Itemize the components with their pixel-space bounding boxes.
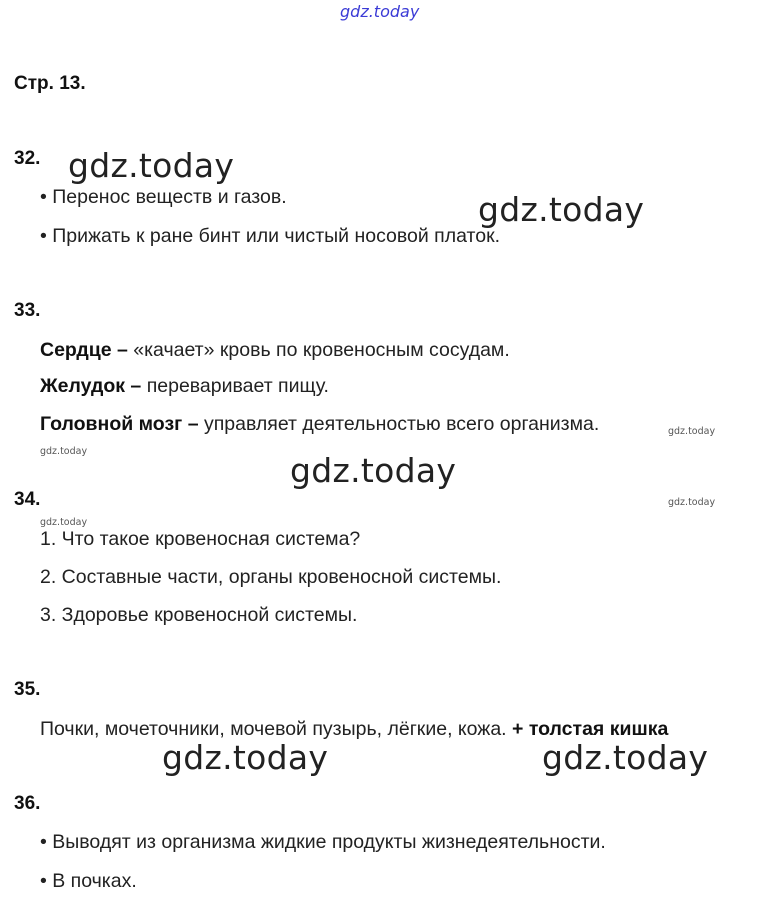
task-32-line-2: • Прижать к ране бинт или чистый носовой платок. [40,225,501,247]
task-33-term-1: Сердце – [40,339,128,361]
watermark-small: gdz.today [40,517,88,528]
watermark-large: gdz.today [478,190,645,229]
task-36-number: 36. [14,793,41,814]
watermark-small: gdz.today [668,426,716,437]
task-34-line-1: 1. Что такое кровеносная система? [40,528,361,550]
task-36-line-1: • Выводят из организма жидкие продукты жизнедеятельности. [40,831,606,853]
task-34-number: 34. [14,489,41,510]
task-35-number: 35. [14,679,41,700]
task-36-line-2: • В почках. [40,870,137,892]
task-33-item-3 [40,413,599,436]
task-33-item-1 [40,339,510,362]
watermark-small: gdz.today [40,446,88,457]
task-33-text-1: «качает» кровь по кровеносным сосудам. [127,339,510,361]
task-34-line-2: 2. Составные части, органы кровеносной системы. [40,566,502,588]
task-32-number: 32. [14,148,41,169]
task-33-term-2: Желудок – [40,375,142,397]
page-heading: Стр. 13. [14,73,86,94]
watermark-large: gdz.today [290,451,457,490]
watermark-large: gdz.today [542,738,709,777]
task-34-line-3: 3. Здоровье кровеносной системы. [40,604,358,626]
task-32-line-1: • Перенос веществ и газов. [40,186,287,208]
task-33-number: 33. [14,300,41,321]
watermark-top: gdz.today [340,2,420,21]
watermark-large: gdz.today [68,146,235,185]
watermark-large: gdz.today [162,738,329,777]
task-35-addition: + толстая кишка [512,718,669,740]
task-35-organs: Почки, мочеточники, мочевой пузырь, лёгкие, кожа. [40,718,513,740]
task-33-text-2: переваривает пищу. [141,375,329,397]
task-33-item-2 [40,375,329,398]
watermark-small: gdz.today [668,497,716,508]
task-33-term-3: Головной мозг – [40,413,199,435]
task-33-text-3: управляет деятельностью всего организма. [198,413,600,435]
